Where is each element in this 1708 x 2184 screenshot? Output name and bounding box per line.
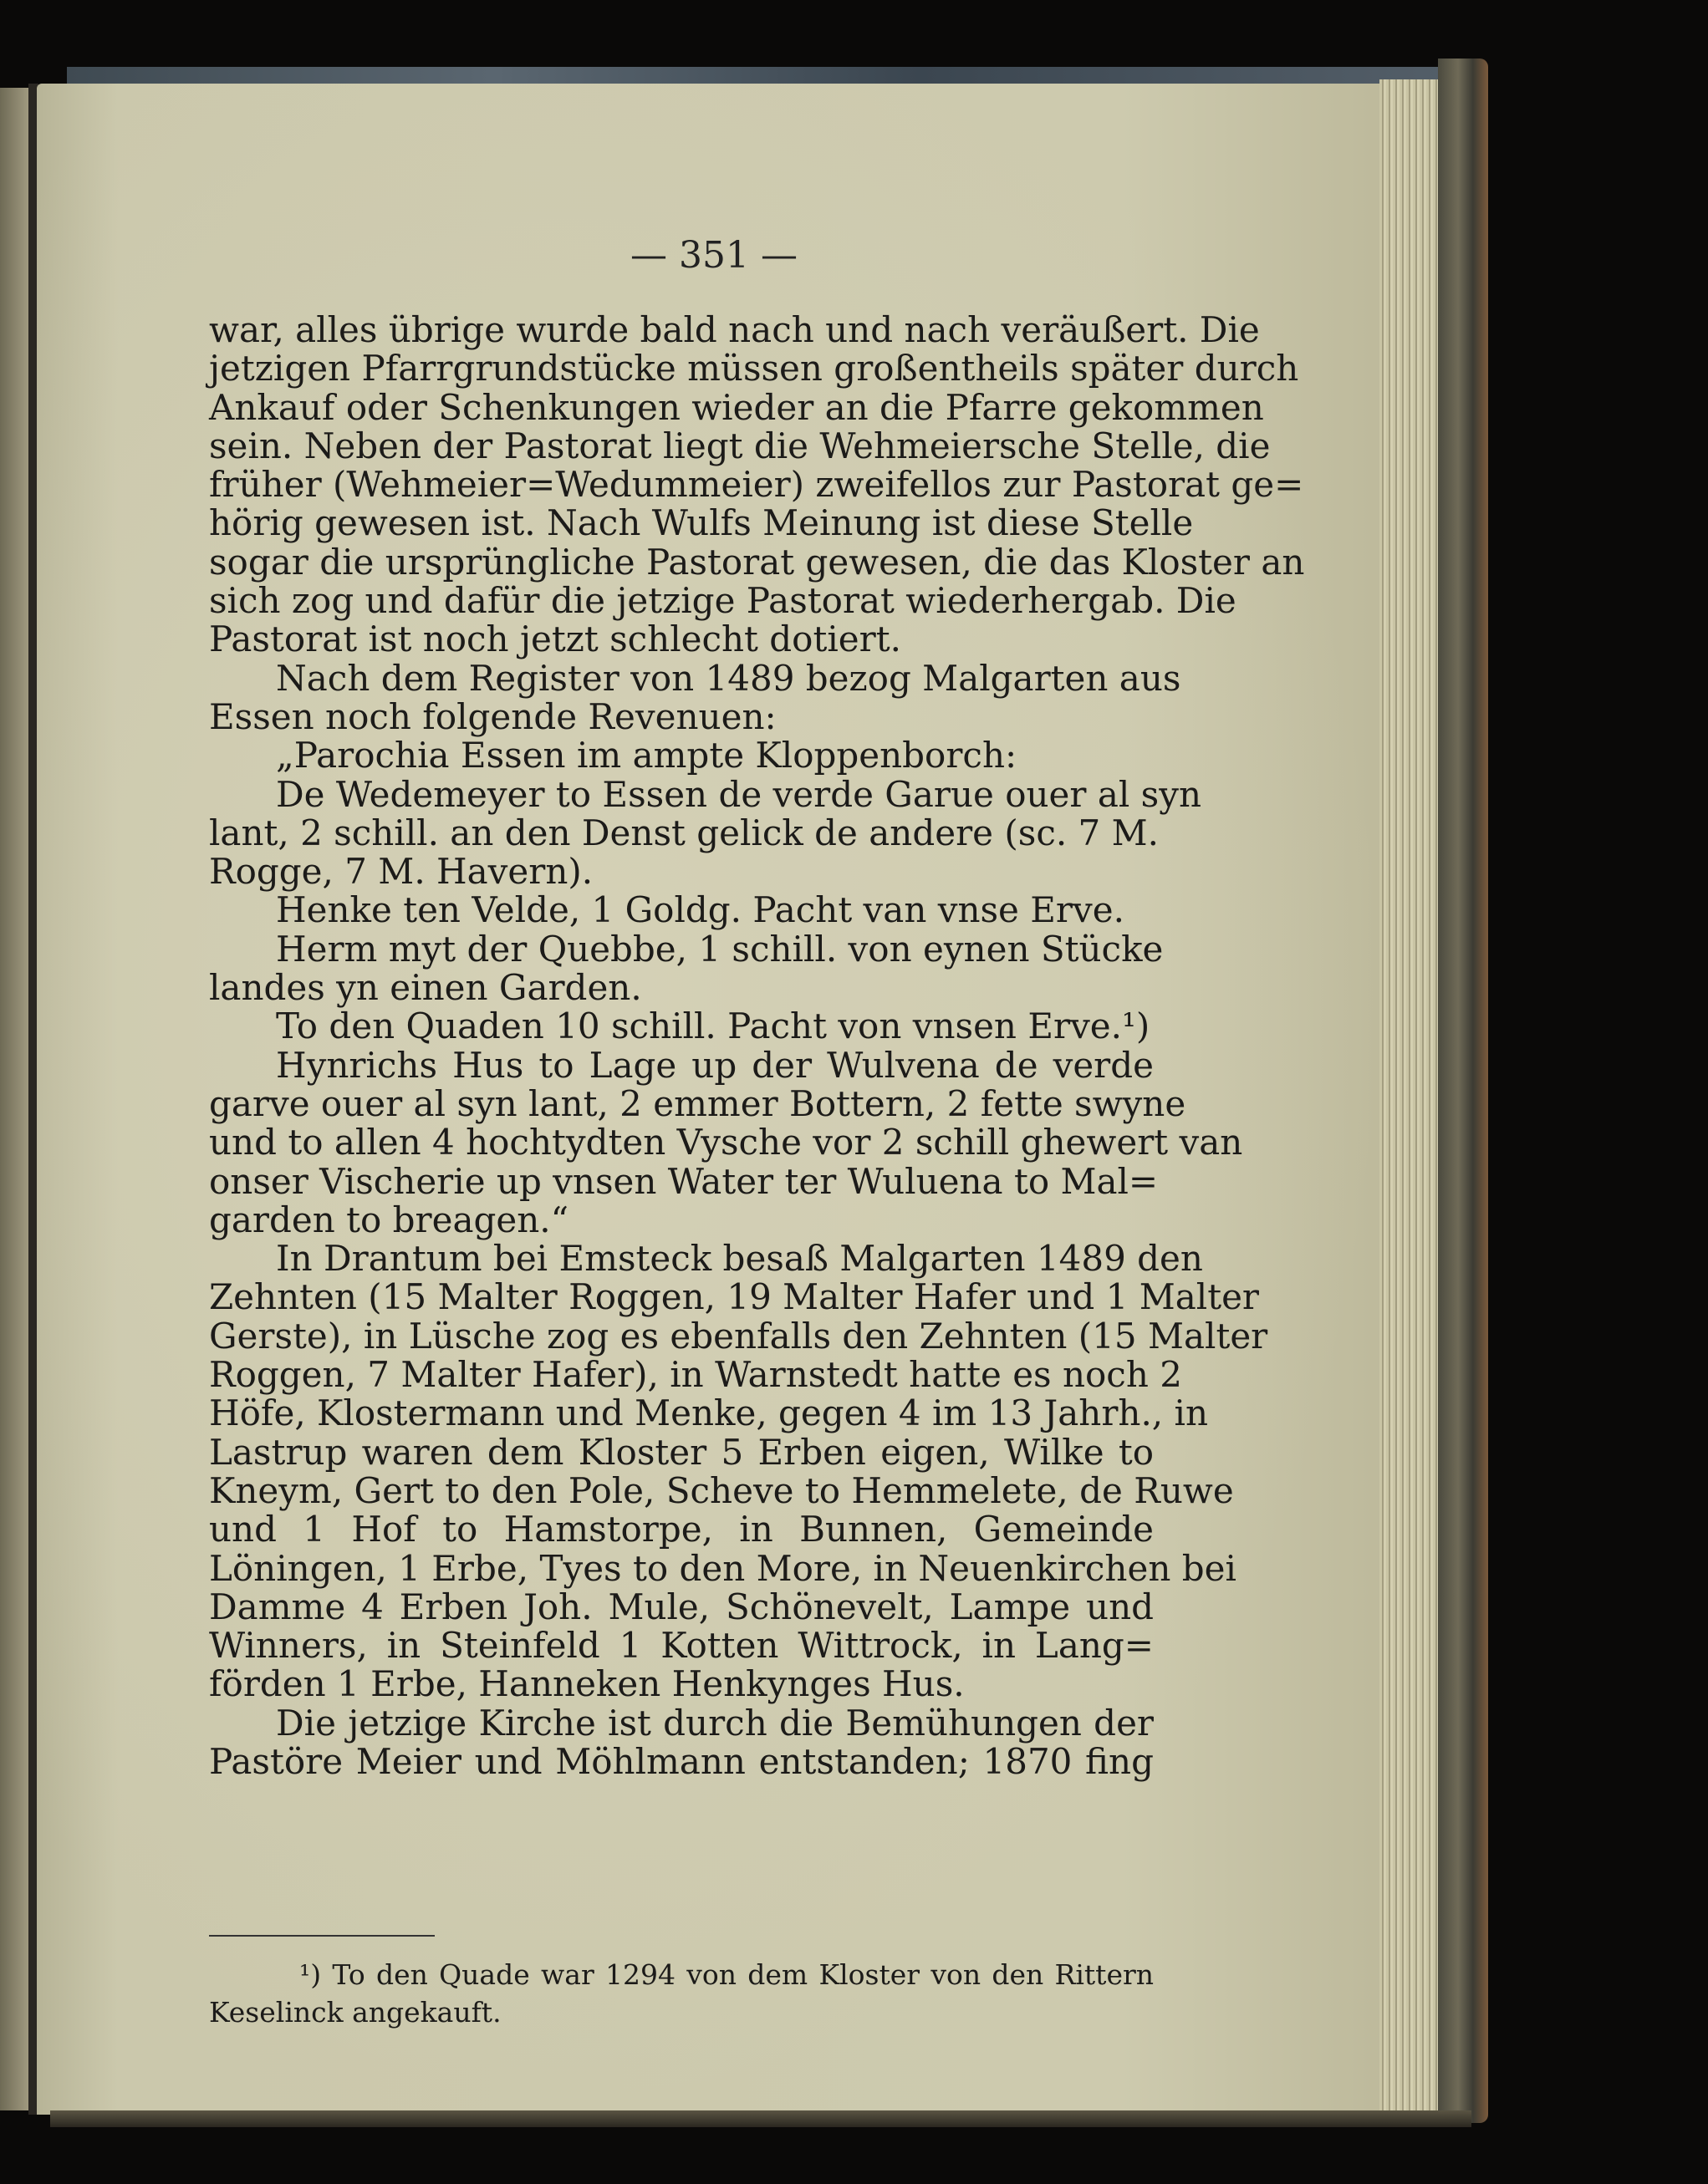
- footnote-line: ¹) To den Quade war 1294 von dem Kloster von den Rittern: [299, 1958, 1154, 1991]
- text-line: sich zog und dafür die jetzige Pastorat wiederhergab. Die: [209, 580, 1236, 622]
- text-line: sein. Neben der Pastorat liegt die Wehmeiersche Stelle, die: [209, 425, 1271, 466]
- text-line: Pastöre Meier und Möhlmann entstanden; 1870 fing: [209, 1740, 1154, 1782]
- text-line: garve ouer al syn lant, 2 emmer Bottern, 2 fette swyne: [209, 1082, 1186, 1124]
- text-line: förden 1 Erbe, Hanneken Henkynges Hus.: [209, 1663, 965, 1705]
- text-line: De Wedemeyer to Essen de verde Garue ouer al syn: [276, 773, 1201, 815]
- body-text: [209, 309, 1305, 1782]
- text-line: Winners, in Steinfeld 1 Kotten Wittrock, in Lang=: [209, 1625, 1154, 1667]
- text-line: Rogge, 7 M. Havern).: [209, 851, 594, 893]
- text-line: Gerste), in Lüsche zog es ebenfalls den Zehnten (15 Malter: [209, 1315, 1268, 1357]
- text-line: In Drantum bei Emsteck besaß Malgarten 1489 den: [276, 1238, 1203, 1280]
- text-line: Essen noch folgende Revenuen:: [209, 695, 777, 737]
- text-line: onser Vischerie up vnsen Water ter Wuluena to Mal=: [209, 1160, 1159, 1202]
- text-line: Löningen, 1 Erbe, Tyes to den More, in Neuenkirchen bei: [209, 1547, 1236, 1589]
- page-number: — 351 —: [630, 234, 798, 277]
- text-line: Die jetzige Kirche ist durch die Bemühungen der: [276, 1702, 1154, 1744]
- text-line: To den Quaden 10 schill. Pacht von vnsen Erve.¹): [276, 1005, 1150, 1047]
- text-line: jetzigen Pfarrgrundstücke müssen großentheils später durch: [209, 348, 1299, 389]
- text-line: landes yn einen Garden.: [209, 967, 642, 1009]
- text-line: sogar die ursprüngliche Pastorat gewesen, die das Kloster an: [209, 541, 1305, 583]
- text-line: Kneym, Gert to den Pole, Scheve to Hemmelete, de Ruwe: [209, 1469, 1234, 1511]
- text-line: Henke ten Velde, 1 Goldg. Pacht van vnse Erve.: [276, 889, 1124, 931]
- text-line: Zehnten (15 Malter Roggen, 19 Malter Hafer und 1 Malter: [209, 1276, 1260, 1318]
- text-line: Nach dem Register von 1489 bezog Malgarten aus: [276, 657, 1181, 699]
- text-line: Roggen, 7 Malter Hafer), in Warnstedt hatte es noch 2: [209, 1354, 1182, 1396]
- text-line: lant, 2 schill. an den Denst gelick de andere (sc. 7 M.: [209, 812, 1159, 853]
- text-line: Damme 4 Erben Joh. Mule, Schönevelt, Lampe und: [209, 1586, 1154, 1627]
- page-block-edges: [1379, 79, 1442, 2119]
- book-cover-bottom: [50, 2110, 1471, 2127]
- text-line: früher (Wehmeier=Wedummeier) zweifellos zur Pastorat ge=: [209, 464, 1304, 506]
- footnote-rule: [209, 1935, 435, 1937]
- text-line: hörig gewesen ist. Nach Wulfs Meinung ist diese Stelle: [209, 502, 1194, 544]
- book-cover-edge: [1438, 59, 1488, 2123]
- text-line: Höfe, Klostermann und Menke, gegen 4 im 13 Jahrh., in: [209, 1392, 1208, 1434]
- text-line: garden to breagen.“: [209, 1199, 569, 1240]
- page-sheet: [37, 84, 1391, 2115]
- text-line: und to allen 4 hochtydten Vysche vor 2 schill ghewert van: [209, 1122, 1243, 1163]
- text-line: Hynrichs Hus to Lage up der Wulvena de verde: [276, 1044, 1154, 1086]
- text-line: Pastorat ist noch jetzt schlecht dotiert.: [209, 619, 901, 660]
- text-line: Ankauf oder Schenkungen wieder an die Pfarre gekommen: [209, 386, 1264, 428]
- text-line: war, alles übrige wurde bald nach und nach veräußert. Die: [209, 309, 1260, 350]
- text-line: Lastrup waren dem Kloster 5 Erben eigen, Wilke to: [209, 1431, 1154, 1473]
- text-line: „Parochia Essen im ampte Kloppenborch:: [276, 735, 1017, 776]
- footnote-line: Keselinck angekauft.: [209, 1996, 502, 2029]
- footnote: [209, 1956, 1154, 2031]
- text-line: Herm myt der Quebbe, 1 schill. von eynen Stücke: [276, 928, 1164, 970]
- text-line: und 1 Hof to Hamstorpe, in Bunnen, Gemeinde: [209, 1509, 1154, 1550]
